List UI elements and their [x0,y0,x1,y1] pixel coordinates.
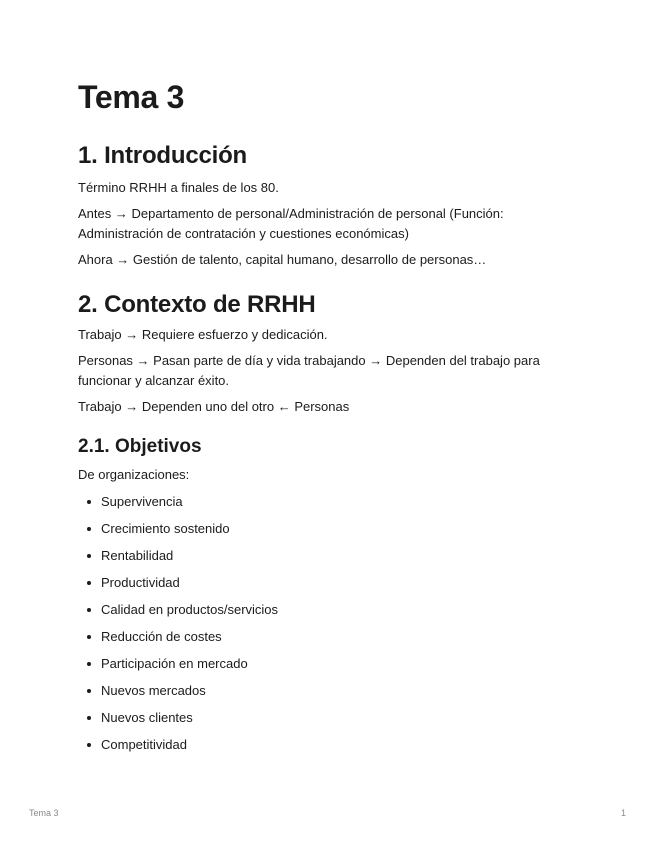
page-title: Tema 3 [78,79,185,115]
list-item: Crecimiento sostenido [78,519,578,539]
list-item: Nuevos clientes [78,708,578,728]
footer-document-title: Tema 3 [29,808,59,818]
paragraph: Término RRHH a finales de los 80. [78,180,279,195]
section-heading-contexto: 2. Contexto de RRHH [78,291,316,318]
document-page [78,78,578,762]
list-intro: De organizaciones: [78,467,190,482]
paragraph: Personas → Pasan parte de día y vida trabajando → Dependen del trabajo para funcionar y alcanzar éxito. [78,353,540,388]
paragraph: Trabajo → Requiere esfuerzo y dedicación. [78,327,328,342]
list-item: Nuevos mercados [78,681,578,701]
paragraph: Trabajo → Dependen uno del otro ← Personas [78,399,350,414]
footer-page-number: 1 [620,808,626,818]
subsection-heading-objetivos: 2.1. Objetivos [78,436,202,457]
list-item: Calidad en productos/servicios [78,600,578,620]
paragraph: Ahora → Gestión de talento, capital humano, desarrollo de personas… [78,252,487,267]
list-item: Participación en mercado [78,654,578,674]
list-item: Productividad [78,573,578,593]
list-item: Supervivencia [78,492,578,512]
list-item: Rentabilidad [78,546,578,566]
list-item: Competitividad [78,735,578,755]
section-heading-introduccion: 1. Introducción [78,142,248,169]
list-item: Reducción de costes [78,627,578,647]
paragraph: Antes → Departamento de personal/Administración de personal (Función: Administración de contratación y cuestiones económicas) [78,206,504,241]
objectives-list [78,492,578,755]
